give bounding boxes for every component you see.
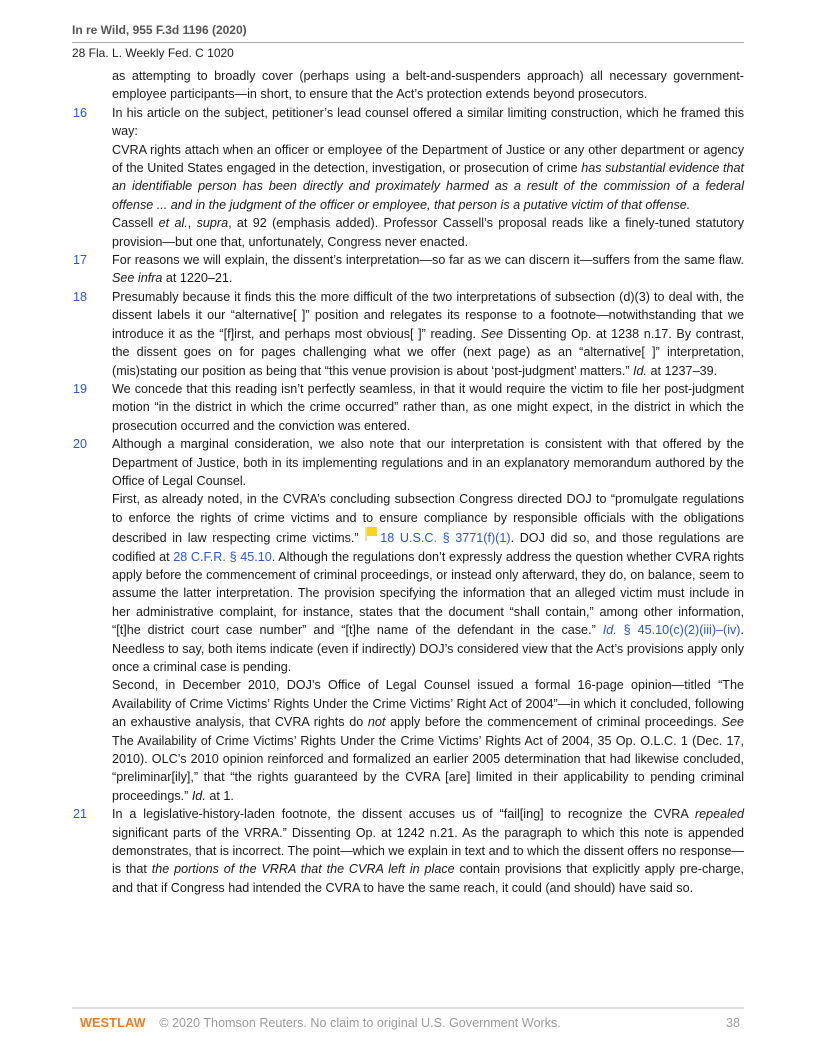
footnote-continuation <box>72 67 744 104</box>
text: For reasons we will explain, the dissent’s interpretation—so far as we can discern it—suffers from the same flaw. <box>112 253 744 268</box>
footnote-20-para-3 <box>112 676 744 805</box>
page-number: 38 <box>725 1016 740 1030</box>
text: Presumably because it finds this the more difficult of the two interpretations of subsection (d)(3) to deal with, the dissent labels it our “alternative[ ]” position and relegates its response to a footnote—notwithstanding that we introduce it as the “[f]irst, and perhaps most obvious[ ]” reading. <box>112 289 744 341</box>
westlaw-logo: WESTLAW <box>80 1016 146 1030</box>
document-header <box>72 22 744 61</box>
italic-text: See <box>721 715 744 730</box>
text: First, as already noted, in the CVRA’s concluding subsection Congress directed DOJ to “promulgate regulations to enforce the rights of crime victims and to ensure compliance by responsible officials with the obligations described in law respecting crime victims.” <box>112 492 744 546</box>
text: at 1237–39. <box>647 363 718 378</box>
footnote-21-text <box>112 805 744 897</box>
citation-link-id-45-10-c[interactable] <box>603 623 741 637</box>
footnote-16 <box>72 104 744 251</box>
footnote-number-16[interactable]: 16 <box>73 105 88 120</box>
text: The Availability of Crime Victims’ Rights Under the Crime Victims’ Rights Act of 2004, 35 Op. O.L.C. 1 (Dec. 17, 2010). OLC’s 2010 opinion reinforced and formalized an earlier 2005 determination that had likewise concluded, “preliminar[ily],” that “the rights guaranteed by the CVRA [are] limited in their applicability to pending criminal proceedings.” <box>112 733 744 803</box>
italic-text: supra <box>196 216 229 231</box>
continuation-text: as attempting to broadly cover (perhaps using a belt-and-suspenders approach) all necessary government-employee participants—in short, to ensure that the Act’s protection extends beyond prosecutors. <box>112 69 744 102</box>
footnote-16-blockquote <box>112 141 744 215</box>
footnote-17 <box>72 251 744 288</box>
flag-icon[interactable] <box>364 527 378 541</box>
link-text: § 45.10(c)(2)(iii)–(iv) <box>616 623 741 638</box>
case-citation: 28 Fla. L. Weekly Fed. C 1020 <box>72 46 234 60</box>
footnote-20-para-2 <box>112 490 744 676</box>
text: Second, in December 2010, DOJ’s Office of Legal Counsel issued a formal 16-page opinion—titled “The Availability of Crime Victims’ Rights Under the Crime Victims’ Right Act of 2004”—in which it concluded, following an exhaustive analysis, that CVRA rights do <box>112 678 744 730</box>
footnote-17-text <box>112 251 744 288</box>
footnote-20 <box>72 435 744 805</box>
header-divider <box>72 42 744 43</box>
case-title: In re Wild, 955 F.3d 1196 (2020) <box>72 23 247 37</box>
text: . DOJ did so, and those regulations are codified at <box>112 531 744 564</box>
footnote-number-18[interactable]: 18 <box>73 289 88 304</box>
footnote-20-para-1: Although a marginal consideration, we also note that our interpretation is consistent with that offered by the Department of Justice, both in its implementing regulations and in an explanatory memorandum authored by the Office of Legal Counsel. <box>112 437 744 488</box>
text: In a legislative-history-laden footnote, the dissent accuses us of “fail[ing] to recognize the CVRA <box>112 807 695 822</box>
copyright-notice: © 2020 Thomson Reuters. No claim to original U.S. Government Works. <box>159 1016 561 1030</box>
page-footer <box>72 1007 744 1031</box>
italic-text: repealed <box>694 807 744 822</box>
footnote-16-intro: In his article on the subject, petitioner’s lead counsel offered a similar limiting construction, which he framed this way: <box>112 105 744 139</box>
citation-link-18-usc-3771[interactable]: 18 U.S.C. § 3771(f)(1) <box>380 531 511 546</box>
italic-text: not <box>367 715 386 730</box>
footnotes-body <box>72 67 744 897</box>
text: contain provisions that explicitly apply pre-charge, and that if Congress had intended the CVRA to have the same reach, it could (and should) have said so. <box>112 862 744 895</box>
footnote-18 <box>72 288 744 380</box>
quote-text: CVRA rights attach when an officer or employee of the Department of Justice or any other department or agency of the United States engaged in the detection, investigation, or prosecution of crime <box>112 142 744 176</box>
footnote-19-text: We concede that this reading isn’t perfectly seamless, in that it would require the victim to file her post-judgment motion “in the district in which the crime occurred” rather than, as one might expect, in the district in which the prosecution occurred and the conviction was entered. <box>112 381 744 433</box>
footnote-number-17[interactable]: 17 <box>73 253 88 268</box>
citation-link-28-cfr-45-10[interactable]: 28 C.F.R. § 45.10 <box>173 549 272 564</box>
text: at 1220–21. <box>162 271 233 286</box>
text: , <box>187 216 197 231</box>
italic-text: Id. <box>633 363 648 378</box>
text: Dissenting Op. at 1238 n.17. By contrast, the dissent goes on for pages challenging what we offer (next page) as an “alternative[ ]” interpretation, (mis)stating our position as being that “this venue provision is about ‘post-judgment’ matters.” <box>112 326 744 378</box>
italic-text: the portions of the VRRA that the CVRA left in place <box>151 862 455 877</box>
quote-emphasis: has substantial evidence that an identifiable person has been directly and proximately harmed as a result of the commission of a federal offense ... and in the judgment of the officer or employee, that person is a putative victim of that offense. <box>112 161 744 212</box>
footnote-number-20[interactable]: 20 <box>73 437 88 452</box>
text: , at 92 (emphasis added). Professor Cassell’s proposal reads like a finely-tuned statutory provision—but one that, unfortunately, Congress never enacted. <box>112 216 744 249</box>
footnote-number-19[interactable]: 19 <box>73 381 88 396</box>
text: significant parts of the VRRA.” Dissenting Op. at 1242 n.21. As the paragraph to which this note is appended demonstrates, that is incorrect. The point—which we explain in text and to which the dissent offers no response—is that <box>112 825 744 877</box>
text: Cassell <box>112 216 159 231</box>
text: . Although the regulations don’t expressly address the question whether CVRA rights apply before the commencement of criminal proceedings, or instead only afterward, they do, on balance, seem to assume the latter interpretation. The provision specifying the information that an alleged victim must include in her administrative complaint, for instance, states that the document “shall contain,” among other information, “[t]he district court case number” and “[t]he name of the defendant in the case.” <box>112 549 744 638</box>
italic-text: Id. <box>602 623 617 638</box>
text: at 1. <box>205 788 234 803</box>
italic-text: Id. <box>191 788 206 803</box>
text: apply before the commencement of criminal proceedings. <box>385 715 722 730</box>
text: . Needless to say, both items indicate (even if indirectly) DOJ’s considered view that the Act’s provisions apply only once a criminal case is pending. <box>112 623 744 674</box>
italic-text: See infra <box>112 271 163 286</box>
italic-text: See <box>480 326 504 341</box>
footnote-16-commentary <box>112 214 744 251</box>
footnote-number-21[interactable]: 21 <box>73 807 88 822</box>
italic-text: et al. <box>158 216 188 231</box>
footnote-18-text <box>112 288 744 380</box>
footnote-21 <box>72 805 744 897</box>
footnote-19 <box>72 380 744 435</box>
